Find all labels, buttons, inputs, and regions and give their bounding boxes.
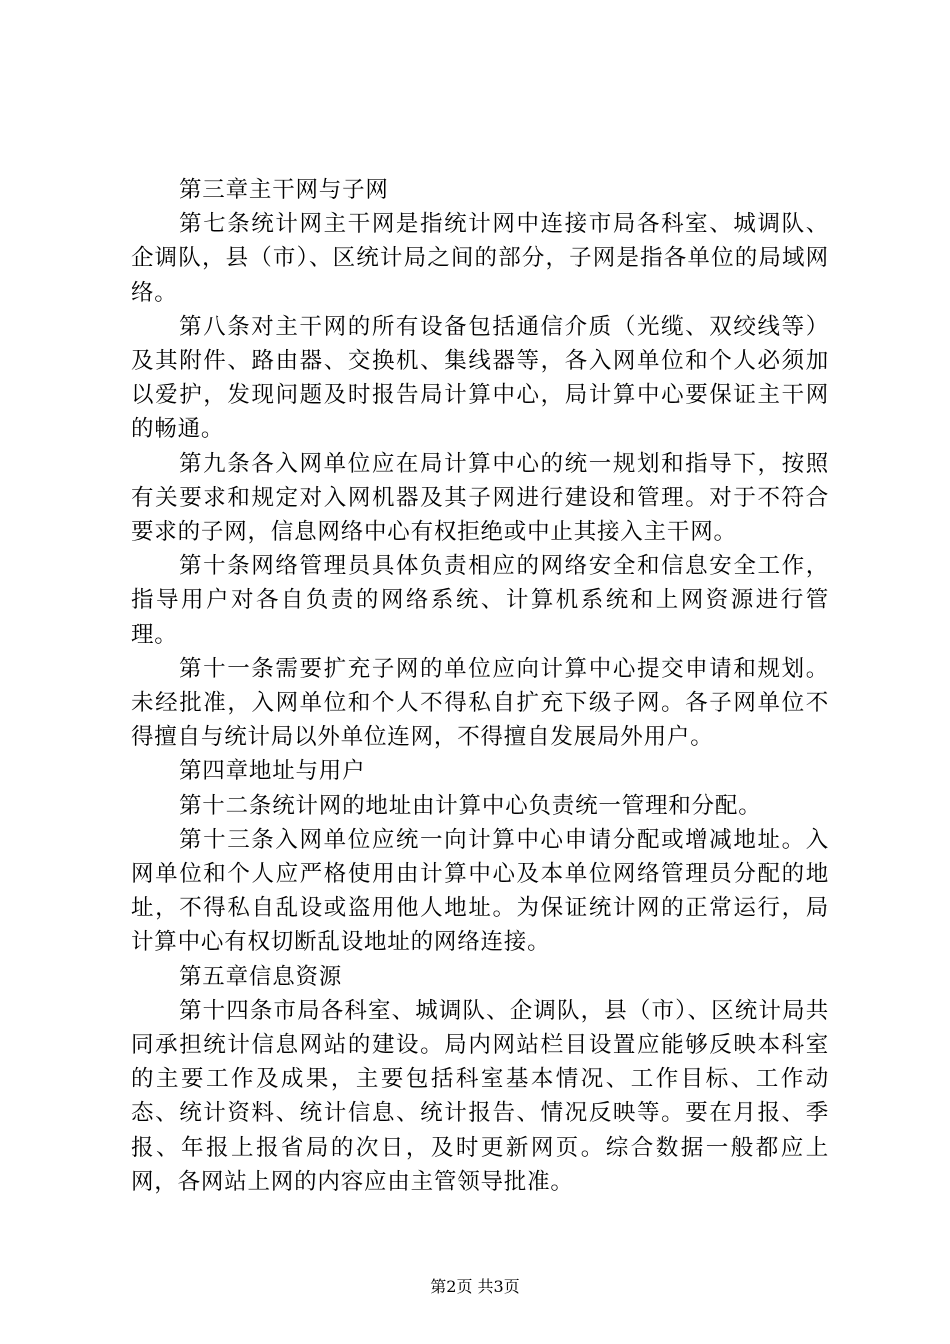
article-7: 第七条统计网主干网是指统计网中连接市局各科室、城调队、企调队，县（市）、区统计局之间的部分，子网是指各单位的局域网络。 (131, 211, 829, 306)
article-12: 第十二条统计网的地址由计算中心负责统一管理和分配。 (179, 792, 762, 819)
article-14: 第十四条市局各科室、城调队、企调队，县（市）、区统计局共同承担统计信息网站的建设。局内网站栏目设置应能够反映本科室的主要工作及成果，主要包括科室基本情况、工作目标、工作动态、统计资料、统计信息、统计报告、情况反映等。要在月报、季报、年报上报省局的次日，及时更新网页。综合数据一般都应上网，各网站上网的内容应由主管领导批准。 (131, 997, 829, 1195)
article-10: 第十条网络管理员具体负责相应的网络安全和信息安全工作，指导用户对各自负责的网络系统、计算机系统和上网资源进行管理。 (131, 553, 829, 648)
page-footer: 第2页 共3页 (430, 1277, 520, 1296)
article-13: 第十三条入网单位应统一向计算中心申请分配或增减地址。入网单位和个人应严格使用由计算中心及本单位网络管理员分配的地址，不得私自乱设或盗用他人地址。为保证统计网的正常运行，局计算中心有权切断乱设地址的网络连接。 (131, 826, 829, 956)
chapter-heading-5: 第五章信息资源 (179, 963, 343, 990)
chapter-heading-3: 第三章主干网与子网 (179, 177, 389, 203)
article-9: 第九条各入网单位应在局计算中心的统一规划和指导下，按照有关要求和规定对入网机器及其子网进行建设和管理。对于不符合要求的子网，信息网络中心有权拒绝或中止其接入主干网。 (131, 450, 829, 546)
article-11: 第十一条需要扩充子网的单位应向计算中心提交申请和规划。未经批准，入网单位和个人不得私自扩充下级子网。各子网单位不得擅自与统计局以外单位连网，不得擅自发展局外用户。 (131, 655, 829, 751)
document-body (131, 173, 829, 1199)
article-8: 第八条对主干网的所有设备包括通信介质（光缆、双绞线等）及其附件、路由器、交换机、集线器等，各入网单位和个人必须加以爱护，发现问题及时报告局计算中心，局计算中心要保证主干网的畅通。 (131, 313, 829, 443)
chapter-heading-4: 第四章地址与用户 (179, 758, 366, 785)
